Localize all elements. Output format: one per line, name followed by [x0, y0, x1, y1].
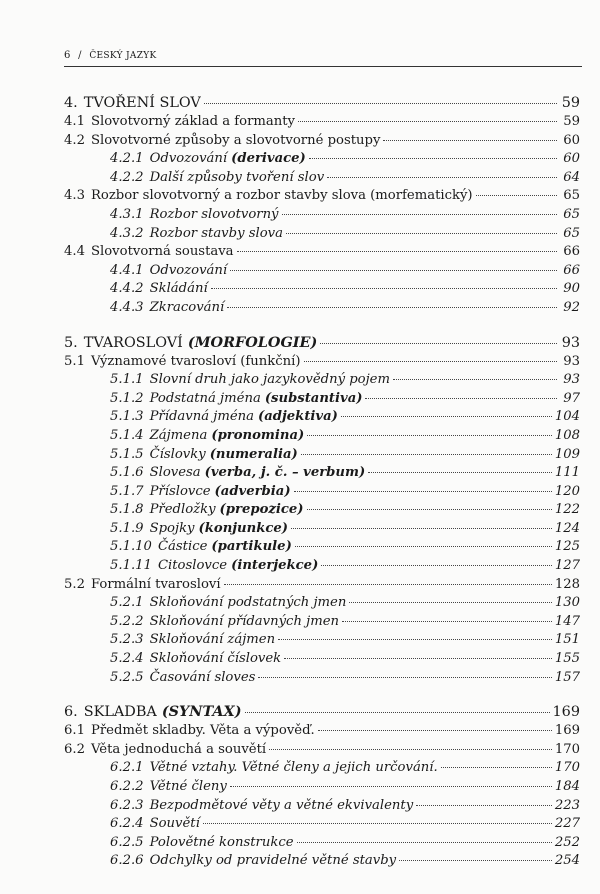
entry-page-number: 184	[554, 779, 580, 794]
entry-page-number: 66	[563, 244, 580, 260]
entry-term: (substantiva)	[264, 390, 363, 406]
toc-section-row	[64, 722, 580, 741]
entry-title: Polovětné konstrukce	[149, 834, 294, 850]
entry-page-number: 65	[563, 188, 580, 204]
entry-number: 6.2	[64, 741, 85, 757]
entry-number: 6.2.3	[110, 797, 144, 813]
entry-title: Předložky	[149, 502, 216, 518]
entry-number: 4.3.2	[110, 225, 144, 241]
entry-term: (partikule)	[211, 539, 292, 555]
entry-number: 5.1.10	[110, 539, 152, 555]
entry-title: Rozbor slovotvorný	[149, 206, 279, 222]
entry-page-number: 120	[554, 483, 580, 499]
entry-number: 5.1	[64, 353, 85, 369]
entry-page-number: 109	[554, 446, 580, 462]
entry-page-number: 59	[563, 114, 580, 129]
header-separator: /	[78, 50, 82, 61]
header-rule	[64, 66, 582, 67]
entry-page-number: 65	[563, 225, 580, 241]
dot-leader	[227, 307, 557, 308]
entry-title: Odchylky od pravidelné větné stavby	[149, 853, 397, 869]
entry-page-number: 127	[554, 558, 580, 574]
entry-term: (verba, j. č. – verbum)	[204, 465, 366, 481]
entry-number: 6.2.2	[110, 779, 144, 794]
dot-leader	[365, 398, 557, 399]
toc-subsection-row	[64, 446, 580, 465]
entry-number: 5.1.6	[110, 465, 144, 481]
entry-term: (konjunkce)	[198, 520, 289, 536]
entry-number: 6.1	[64, 723, 85, 739]
toc-section-row	[64, 576, 580, 595]
entry-title: Věta jednoduchá a souvětí	[90, 741, 267, 757]
entry-number: 4.4.1	[110, 262, 144, 278]
entry-number: 4.3	[64, 188, 85, 204]
dot-leader	[291, 528, 552, 529]
entry-page-number: 93	[563, 372, 580, 388]
chapter-page-number: 59	[561, 95, 580, 111]
entry-title: Větné vztahy. Větné členy a jejich určování.	[149, 760, 438, 776]
table-of-contents	[64, 93, 580, 871]
dot-leader	[298, 121, 557, 122]
entry-page-number: 64	[563, 169, 580, 185]
entry-title: Částice	[157, 539, 208, 555]
toc-chapter-row	[64, 333, 580, 353]
entry-title: Rozbor stavby slova	[149, 225, 283, 241]
dot-leader	[230, 786, 552, 787]
toc-subsection-row	[64, 299, 580, 318]
dot-leader	[269, 749, 552, 750]
entry-title: Slovotvorné způsoby a slovotvorné postupy	[90, 132, 381, 148]
toc-subsection-row	[64, 371, 580, 390]
dot-leader	[476, 195, 557, 196]
toc-section-row	[64, 741, 580, 760]
entry-page-number: 104	[554, 409, 580, 425]
entry-number: 4.2.2	[110, 169, 144, 185]
entry-number: 5.2.5	[110, 669, 144, 685]
entry-page-number: 157	[554, 669, 580, 685]
toc-subsection-row	[64, 427, 580, 446]
dot-leader	[204, 103, 557, 104]
entry-title: Příslovce	[149, 483, 211, 499]
entry-page-number: 66	[563, 262, 580, 278]
entry-title: Další způsoby tvoření slov	[149, 169, 325, 185]
entry-title: Spojky	[149, 520, 195, 536]
entry-number: 5.1.9	[110, 520, 144, 536]
entry-term: (derivace)	[231, 151, 306, 167]
toc-subsection-row	[64, 797, 580, 816]
entry-number: 5.1.4	[110, 427, 144, 443]
dot-leader	[284, 658, 552, 659]
chapter-number: 5.	[64, 334, 78, 351]
header-title: ČESKÝ JAZYK	[89, 51, 157, 61]
toc-subsection-row	[64, 390, 580, 409]
toc-section-row	[64, 353, 580, 372]
dot-leader	[393, 379, 557, 380]
toc-subsection-row	[64, 280, 580, 299]
dot-leader	[278, 639, 552, 640]
dot-leader	[307, 509, 552, 510]
entry-title: Skloňování přídavných jmen	[149, 613, 340, 629]
toc-subsection-row	[64, 557, 580, 576]
toc-subsection-row	[64, 613, 580, 632]
dot-leader	[383, 140, 557, 141]
dot-leader	[309, 158, 557, 159]
entry-number: 5.2.3	[110, 632, 144, 648]
entry-page-number: 155	[554, 651, 580, 667]
entry-title: Slovotvorná soustava	[90, 244, 234, 260]
entry-page-number: 227	[554, 816, 580, 832]
entry-page-number: 93	[563, 353, 580, 369]
toc-subsection-row	[64, 225, 580, 244]
entry-title: Citoslovce	[157, 558, 228, 574]
entry-page-number: 128	[554, 576, 580, 592]
dot-leader	[295, 546, 552, 547]
chapter-title: TVAROSLOVÍ	[83, 334, 183, 351]
entry-title: Přídavná jména	[149, 409, 255, 425]
dot-leader	[307, 435, 552, 436]
entry-title: Zájmena	[149, 427, 208, 443]
entry-title: Slovotvorný základ a formanty	[90, 114, 295, 129]
entry-title: Bezpodmětové věty a větné ekvivalenty	[149, 797, 414, 813]
dot-leader	[321, 565, 552, 566]
entry-title: Podstatná jména	[149, 390, 261, 406]
entry-number: 4.4.3	[110, 299, 144, 315]
entry-page-number: 92	[563, 299, 580, 315]
toc-subsection-row	[64, 594, 580, 613]
chapter-page-number: 93	[561, 334, 580, 351]
entry-page-number: 169	[554, 723, 580, 739]
toc-subsection-row	[64, 206, 580, 225]
toc-section-row	[64, 113, 580, 132]
entry-title: Skloňování podstatných jmen	[149, 595, 347, 611]
toc-subsection-row	[64, 538, 580, 557]
entry-number: 5.2.4	[110, 651, 144, 667]
entry-page-number: 170	[554, 760, 580, 776]
entry-number: 5.1.5	[110, 446, 144, 462]
entry-page-number: 97	[563, 390, 580, 406]
entry-term: (adjektiva)	[258, 409, 338, 425]
chapter-title-term: (SYNTAX)	[161, 703, 242, 721]
toc-subsection-row	[64, 815, 580, 834]
entry-number: 6.2.5	[110, 834, 144, 850]
entry-title: Zkracování	[149, 299, 225, 315]
dot-leader	[294, 491, 552, 492]
toc-subsection-row	[64, 501, 580, 520]
dot-leader	[399, 860, 552, 861]
entry-number: 6.2.6	[110, 853, 144, 869]
entry-number: 5.1.3	[110, 409, 144, 425]
entry-number: 5.2.2	[110, 613, 144, 629]
dot-leader	[304, 361, 557, 362]
entry-title: Skloňování zájmen	[149, 632, 276, 648]
dot-leader	[320, 343, 557, 344]
entry-page-number: 90	[563, 281, 580, 297]
entry-page-number: 122	[554, 502, 580, 518]
dot-leader	[368, 472, 552, 473]
entry-title: Číslovky	[149, 446, 206, 462]
entry-page-number: 65	[563, 206, 580, 222]
entry-page-number: 60	[563, 132, 580, 148]
entry-title: Slovesa	[149, 465, 201, 481]
entry-title: Předmět skladby. Věta a výpověď.	[90, 723, 315, 739]
toc-subsection-row	[64, 631, 580, 650]
toc-chapter-row	[64, 702, 580, 722]
entry-number: 5.1.11	[110, 558, 152, 574]
entry-number: 4.1	[64, 114, 85, 129]
entry-number: 5.1.7	[110, 483, 144, 499]
toc-subsection-row	[64, 464, 580, 483]
entry-page-number: 147	[554, 613, 580, 629]
dot-leader	[230, 270, 557, 271]
toc-subsection-row	[64, 759, 580, 778]
entry-title: Časování sloves	[149, 669, 256, 685]
entry-page-number: 223	[554, 797, 580, 813]
toc-subsection-row	[64, 778, 580, 797]
dot-leader	[441, 767, 552, 768]
dot-leader	[327, 177, 557, 178]
dot-leader	[297, 842, 552, 843]
toc-subsection-row	[64, 408, 580, 427]
toc-subsection-row	[64, 169, 580, 188]
chapter-title-term: (MORFOLOGIE)	[187, 333, 318, 351]
toc-subsection-row	[64, 650, 580, 669]
entry-title: Odvozování	[149, 151, 228, 167]
entry-title: Slovní druh jako jazykovědný pojem	[149, 372, 390, 388]
dot-leader	[224, 584, 552, 585]
entry-number: 5.1.8	[110, 502, 144, 518]
toc-chapter-row	[64, 93, 580, 113]
dot-leader	[318, 730, 552, 731]
entry-title: Skloňování číslovek	[149, 651, 282, 667]
chapter-title: TVOŘENÍ SLOV	[83, 95, 201, 111]
toc-subsection-row	[64, 150, 580, 169]
entry-number: 4.4.2	[110, 281, 144, 297]
toc-subsection-row	[64, 483, 580, 502]
dot-leader	[342, 621, 552, 622]
entry-term: (prepozice)	[219, 502, 304, 518]
entry-page-number: 60	[563, 151, 580, 167]
header-page-number: 6	[64, 50, 71, 61]
chapter-page-number: 169	[552, 704, 580, 721]
chapter-number: 4.	[64, 95, 78, 111]
toc-subsection-row	[64, 520, 580, 539]
entry-page-number: 252	[554, 834, 580, 850]
entry-term: (numeralia)	[209, 446, 298, 462]
dot-leader	[341, 416, 552, 417]
entry-title: Formální tvarosloví	[90, 576, 221, 592]
entry-title: Skládání	[149, 281, 208, 297]
entry-number: 5.2	[64, 576, 85, 592]
entry-number: 6.2.4	[110, 816, 144, 832]
entry-page-number: 170	[554, 741, 580, 757]
entry-page-number: 108	[554, 427, 580, 443]
entry-title: Rozbor slovotvorný a rozbor stavby slova (morfematický)	[90, 188, 473, 204]
toc-subsection-row	[64, 852, 580, 871]
entry-number: 4.2.1	[110, 151, 144, 167]
chapter-title: SKLADBA	[83, 704, 157, 721]
entry-page-number: 125	[554, 539, 580, 555]
entry-number: 5.1.2	[110, 390, 144, 406]
entry-term: (pronomina)	[211, 427, 305, 443]
entry-title: Větné členy	[149, 779, 227, 794]
entry-term: (adverbia)	[214, 483, 291, 499]
entry-page-number: 124	[554, 520, 580, 536]
entry-title: Souvětí	[149, 816, 200, 832]
entry-title: Odvozování	[149, 262, 228, 278]
entry-page-number: 130	[554, 595, 580, 611]
dot-leader	[349, 602, 551, 603]
toc-section-row	[64, 187, 580, 206]
dot-leader	[203, 823, 552, 824]
dot-leader	[286, 233, 557, 234]
toc-subsection-row	[64, 262, 580, 281]
dot-leader	[237, 251, 557, 252]
dot-leader	[416, 805, 552, 806]
entry-number: 6.2.1	[110, 760, 144, 776]
entry-number: 4.2	[64, 132, 85, 148]
toc-section-row	[64, 243, 580, 262]
dot-leader	[301, 454, 552, 455]
dot-leader	[258, 677, 551, 678]
chapter-number: 6.	[64, 704, 78, 721]
toc-section-row	[64, 132, 580, 151]
dot-leader	[282, 214, 557, 215]
entry-number: 5.1.1	[110, 372, 144, 388]
toc-subsection-row	[64, 834, 580, 853]
entry-number: 5.2.1	[110, 595, 144, 611]
entry-term: (interjekce)	[231, 558, 319, 574]
entry-page-number: 254	[554, 853, 580, 869]
entry-number: 4.3.1	[110, 206, 144, 222]
entry-page-number: 151	[554, 632, 580, 648]
entry-page-number: 111	[554, 465, 580, 481]
entry-title: Významové tvarosloví (funkční)	[90, 353, 301, 369]
running-header	[64, 50, 580, 61]
dot-leader	[245, 712, 550, 713]
toc-subsection-row	[64, 669, 580, 688]
entry-number: 4.4	[64, 244, 85, 260]
dot-leader	[211, 288, 557, 289]
